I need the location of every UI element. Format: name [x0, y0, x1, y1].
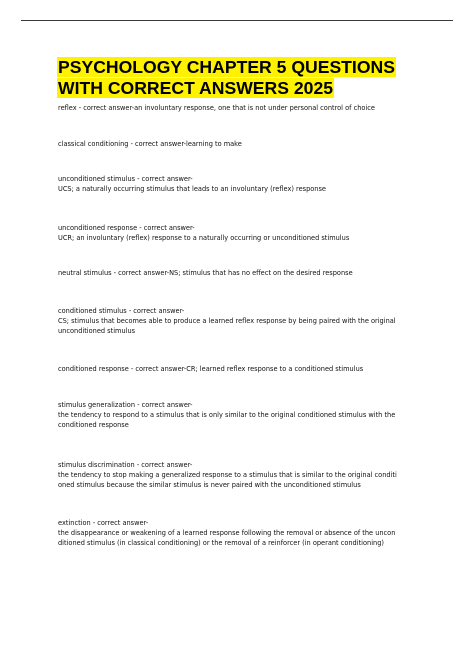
qa-question: unconditioned response - correct answer- — [58, 224, 195, 232]
title-line-2: WITH CORRECT ANSWERS 2025 — [58, 78, 334, 98]
qa-item-neutral-stimulus — [58, 268, 438, 278]
qa-answer: CS; stimulus that becomes able to produce a learned reflex response by being paired with the original — [58, 317, 396, 325]
qa-item-conditioned-stimulus — [58, 306, 438, 336]
qa-text: neutral stimulus - correct answer-NS; stimulus that has no effect on the desired response — [58, 269, 353, 277]
qa-answer: conditioned response — [58, 421, 129, 429]
qa-answer: oned stimulus because the similar stimulus is never paired with the unconditioned stimulus — [58, 481, 361, 489]
qa-item-stimulus-generalization — [58, 400, 438, 430]
qa-question: conditioned stimulus - correct answer- — [58, 307, 185, 315]
qa-answer: UCR; an involuntary (reflex) response to a naturally occurring or unconditioned stimulus — [58, 234, 350, 242]
qa-answer: ditioned stimulus (in classical conditioning) or the removal of a reinforcer (in operant conditioning) — [58, 539, 384, 547]
qa-item-unconditioned-stimulus — [58, 174, 438, 194]
qa-item-unconditioned-response — [58, 223, 438, 243]
qa-question: unconditioned stimulus - correct answer- — [58, 175, 193, 183]
qa-answer: the tendency to stop making a generalized response to a stimulus that is similar to the original conditi — [58, 471, 397, 479]
header-rule — [21, 20, 453, 21]
title-line-1: PSYCHOLOGY CHAPTER 5 QUESTIONS — [58, 57, 395, 77]
qa-text: reflex - correct answer-an involuntary response, one that is not under personal control of choice — [58, 104, 375, 112]
document-title — [57, 57, 437, 99]
qa-text: conditioned response - correct answer-CR; learned reflex response to a conditioned stimulus — [58, 365, 364, 373]
qa-item-conditioned-response — [58, 364, 438, 374]
qa-question: stimulus generalization - correct answer- — [58, 401, 193, 409]
qa-answer: the tendency to respond to a stimulus that is only similar to the original conditioned stimulus with the — [58, 411, 396, 419]
qa-question: stimulus discrimination - correct answer- — [58, 461, 193, 469]
qa-item-reflex — [58, 103, 438, 113]
qa-text: classical conditioning - correct answer-learning to make — [58, 140, 242, 148]
qa-item-stimulus-discrimination — [58, 460, 438, 490]
qa-question: extinction - correct answer- — [58, 519, 149, 527]
qa-item-extinction — [58, 518, 438, 548]
qa-answer: the disappearance or weakening of a learned response following the removal or absence of the uncon — [58, 529, 396, 537]
qa-item-classical-conditioning — [58, 139, 438, 149]
qa-answer: unconditioned stimulus — [58, 327, 136, 335]
qa-answer: UCS; a naturally occurring stimulus that leads to an involuntary (reflex) response — [58, 185, 326, 193]
